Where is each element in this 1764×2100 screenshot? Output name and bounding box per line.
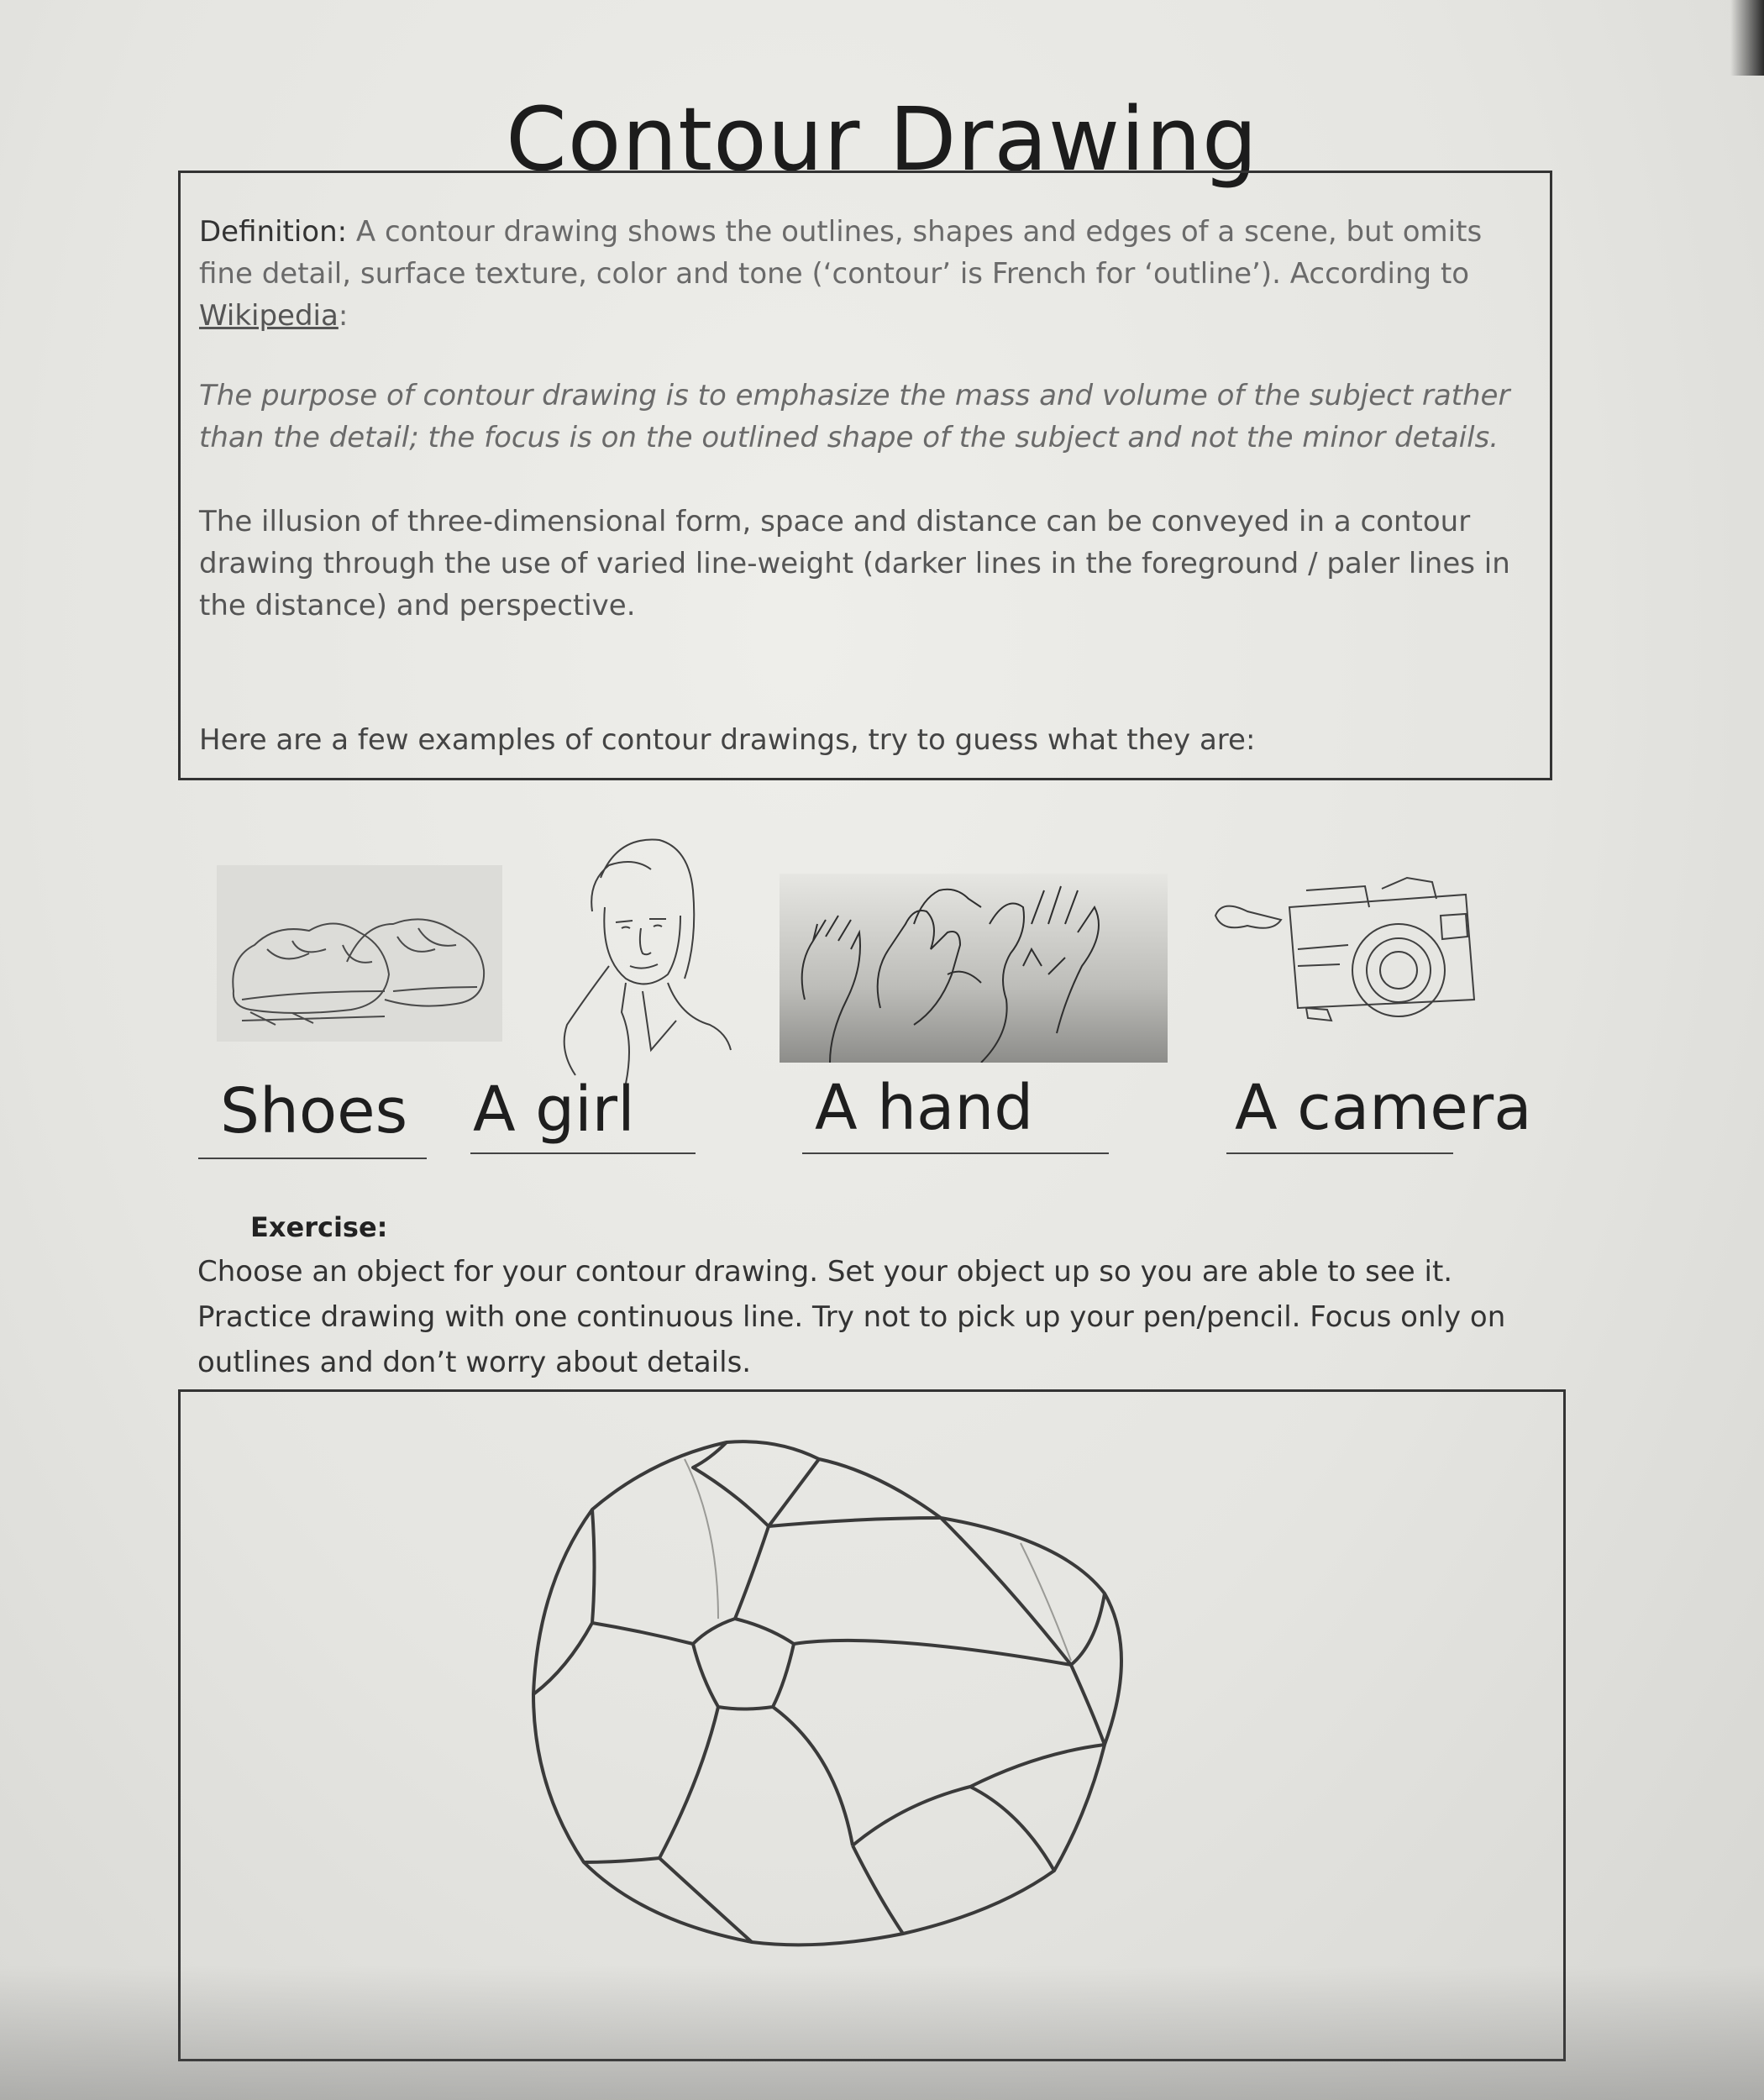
definition-paragraph <box>199 211 1535 337</box>
answer-line-3 <box>802 1152 1109 1154</box>
answer-hand: A hand <box>815 1072 1034 1144</box>
soccer-ball-drawing <box>181 1392 1563 2059</box>
camera-drawing <box>1214 874 1483 1025</box>
hands-drawing <box>780 874 1168 1063</box>
page-corner-shadow <box>1730 0 1764 76</box>
answer-line-1 <box>198 1158 427 1159</box>
definition-colon: : <box>338 299 349 333</box>
wikipedia-quote: The purpose of contour drawing is to emphasize the mass and volume of the subject rather than the detail; the focus is on the outlined shape of the subject and not the minor details. <box>199 379 1510 454</box>
shoes-drawing <box>217 865 502 1042</box>
answer-line-4 <box>1226 1152 1453 1154</box>
definition-box <box>178 171 1552 780</box>
girl-drawing <box>542 832 735 1100</box>
page-bottom-shadow <box>0 1966 1764 2100</box>
exercise-instructions: Choose an object for your contour drawing. Set your object up so you are able to see it. Practice drawing with one continuous line. Try not to pick up your pen/pencil. Focus only on outlines and don’t worry about details. <box>197 1255 1506 1379</box>
answer-camera: A camera <box>1235 1072 1532 1144</box>
definition-text: A contour drawing shows the outlines, shapes and edges of a scene, but omits fine detail, surface texture, color and tone (‘contour’ is French for ‘outline’). According to <box>199 215 1483 291</box>
answer-line-2 <box>470 1152 696 1154</box>
answer-girl: A girl <box>473 1074 635 1146</box>
examples-prompt: Here are a few examples of contour drawings, try to guess what they are: <box>199 723 1256 757</box>
wikipedia-link[interactable]: Wikipedia <box>199 299 339 333</box>
illusion-paragraph: The illusion of three-dimensional form, space and distance can be conveyed in a contour drawing through the use of varied line-weight (darker lines in the foreground / paler lines in the distance) and perspective. <box>199 505 1510 622</box>
answer-shoes: Shoes <box>220 1075 408 1147</box>
drawing-area[interactable] <box>178 1389 1566 2061</box>
page-title: Contour Drawing <box>506 88 1258 191</box>
exercise-heading: Exercise: <box>250 1211 388 1243</box>
definition-label: Definition: <box>199 215 348 249</box>
